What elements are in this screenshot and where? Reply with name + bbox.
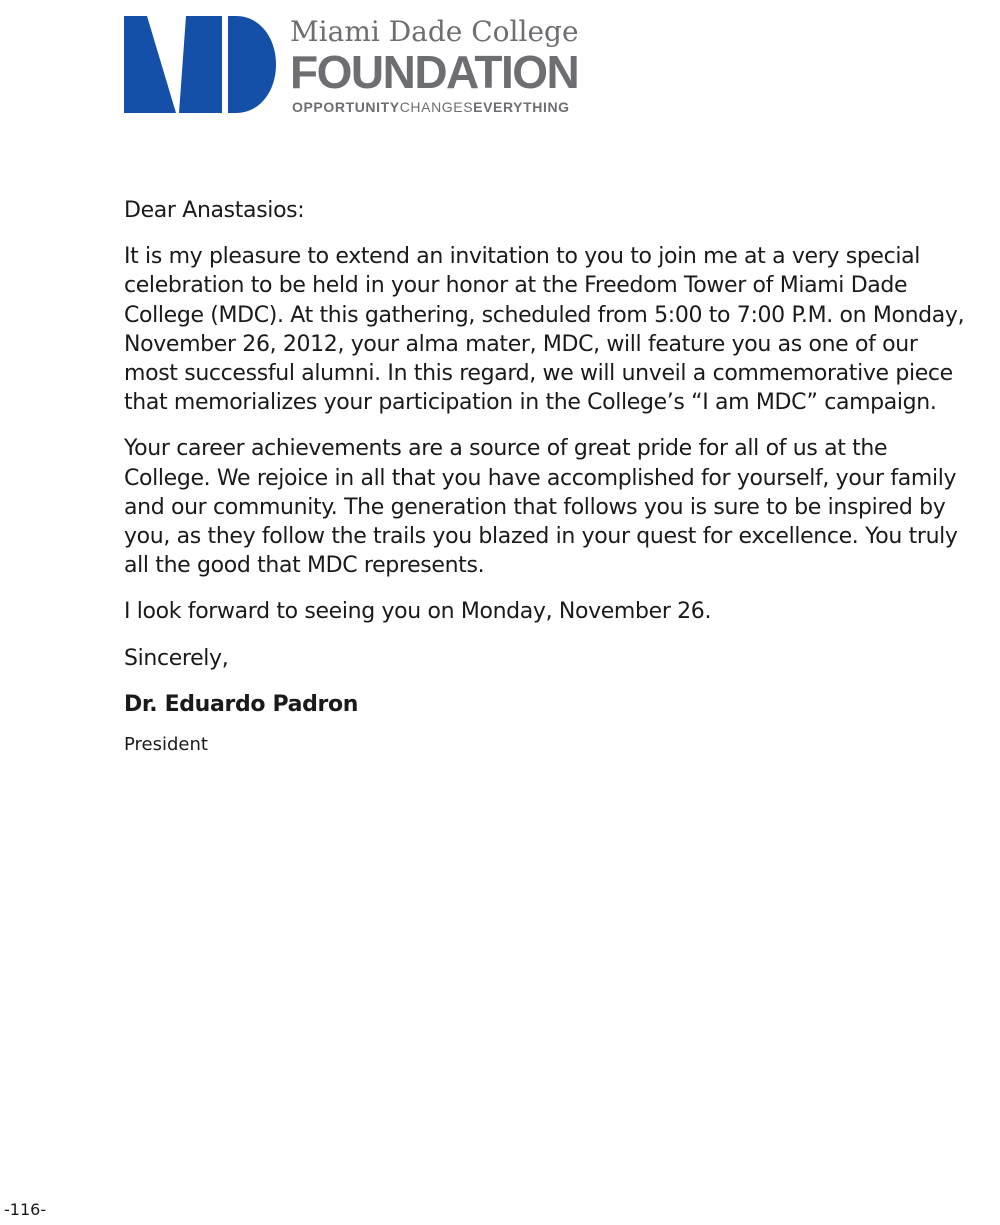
logo-tagline-part1: OPPORTUNITY xyxy=(292,99,400,115)
letter-paragraph-invitation: It is my pleasure to extend an invitation to you to join me at a very special celebration to be held in your honor at the Freedom Tower of Miami Dade College (MDC). At this gathering, scheduled from 5:00 to 7:00 P.M. on Monday, November 26, 2012, your alma mater, MDC, will feature you as one of our most successful alumni. In this regard, we will unveil a commemorative piece that memorializes your participation in the College’s “I am MDC” campaign. xyxy=(124,244,965,416)
logo-college-name: Miami Dade College xyxy=(290,15,579,48)
foundation-logo xyxy=(124,16,634,116)
logo-wordmark xyxy=(290,16,634,116)
signer-title: President xyxy=(124,734,208,756)
letter-body xyxy=(124,196,974,757)
logo-tagline xyxy=(292,99,570,115)
letter-salutation: Dear Anastasios: xyxy=(124,198,305,223)
letter-paragraph-achievements: Your career achievements are a source of great pride for all of us at the College. We rejoice in all that you have accomplished for yourself, your family and our community. The generation that follows you is sure to be inspired by you, as they follow the trails you blazed in your quest for excellence. You truly all the good that MDC represents. xyxy=(124,436,958,579)
logo-tagline-part3: EVERYTHING xyxy=(473,99,570,115)
letter-paragraph-look-forward: I look forward to seeing you on Monday, November 26. xyxy=(124,599,712,625)
signer-name: Dr. Eduardo Padron xyxy=(124,691,359,717)
letter-closing: Sincerely, xyxy=(124,645,229,671)
md-logo-mark-icon xyxy=(124,16,276,113)
page-number: -116- xyxy=(4,1200,47,1219)
logo-tagline-part2: CHANGES xyxy=(399,99,474,115)
logo-foundation-word: FOUNDATION xyxy=(290,46,579,98)
